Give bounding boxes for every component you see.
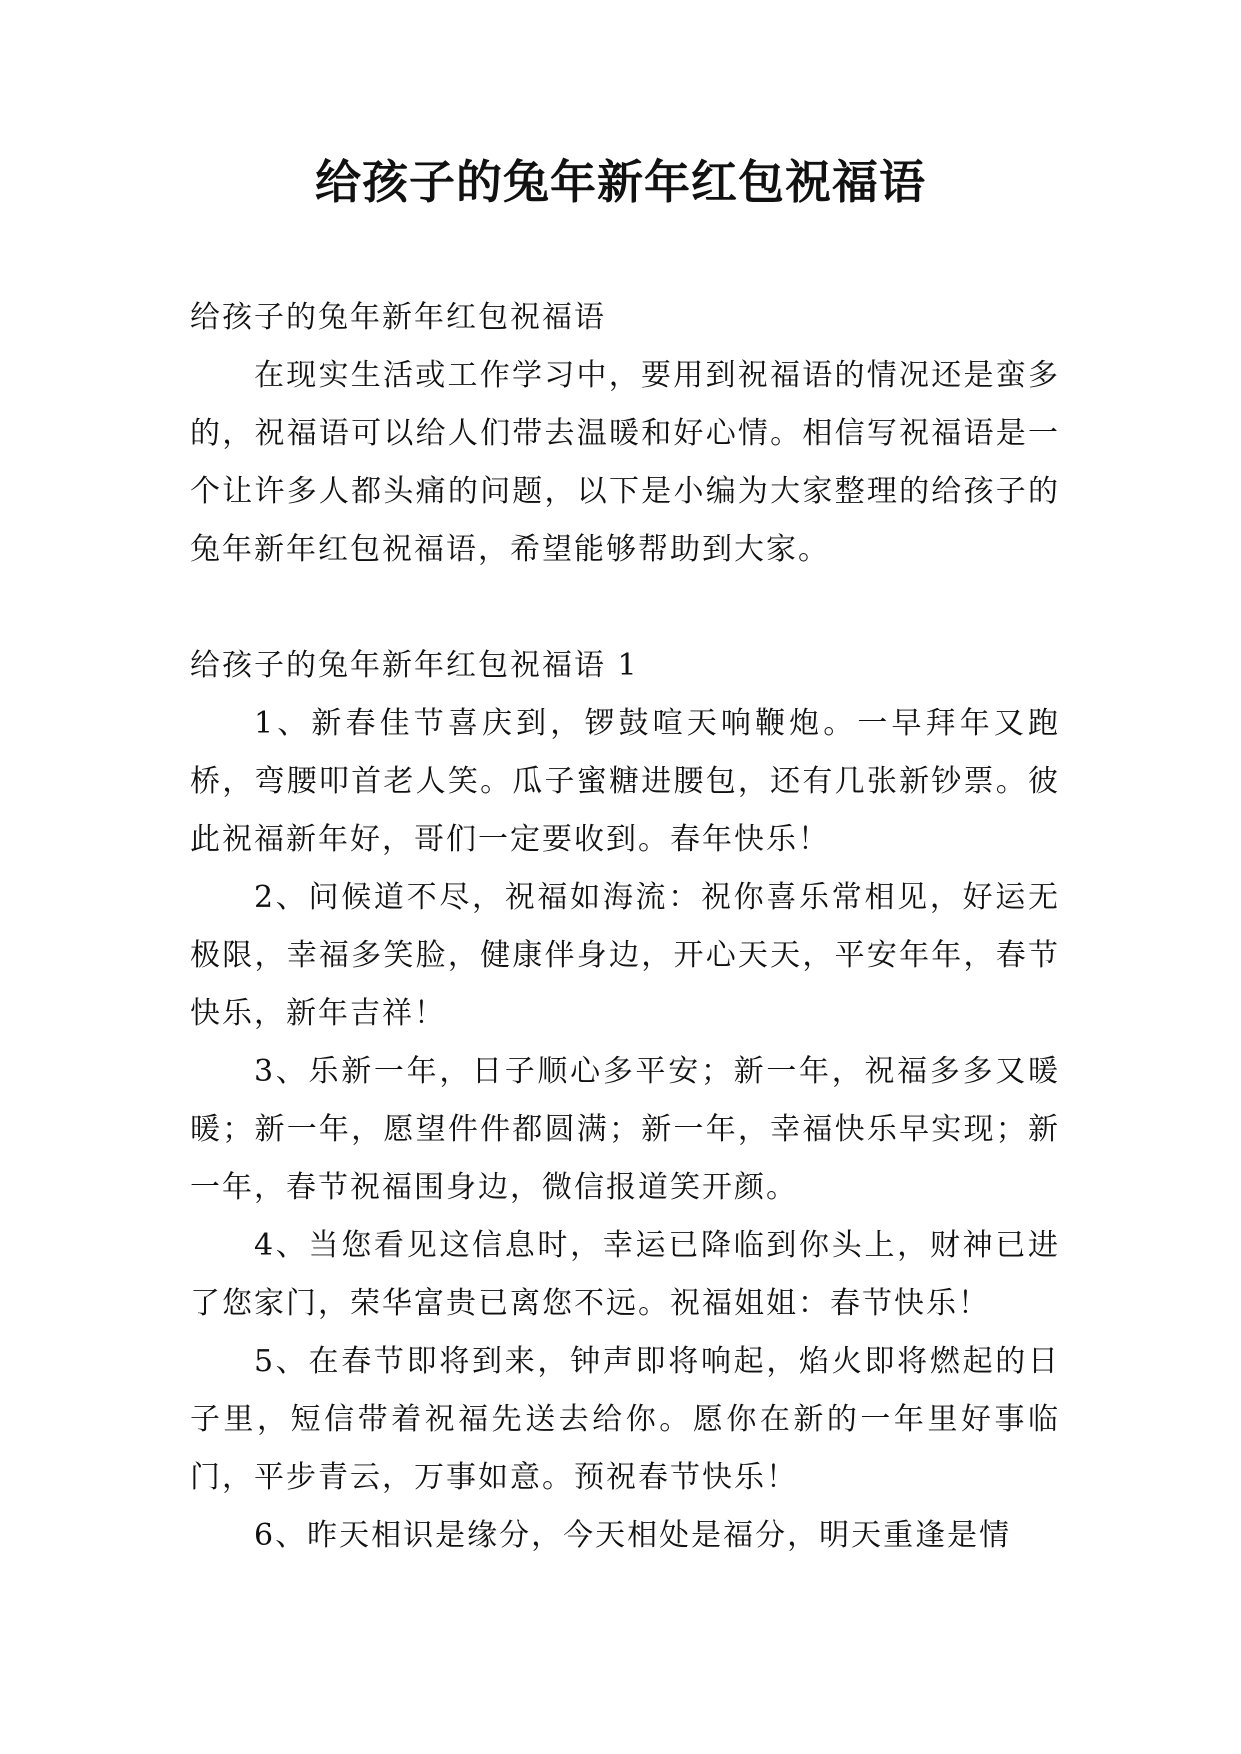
document-body <box>190 289 1060 1565</box>
intro-paragraph: 在现实生活或工作学习中，要用到祝福语的情况还是蛮多的，祝福语可以给人们带去温暖和好心情。相信写祝福语是一个让许多人都头痛的问题，以下是小编为大家整理的给孩子的兔年新年红包祝福语，希望能够帮助到大家。 <box>190 358 1060 567</box>
section-heading: 给孩子的兔年新年红包祝福语 1 <box>190 648 639 683</box>
wish-item-2: 2、问候道不尽，祝福如海流：祝你喜乐常相见，好运无极限，幸福多笑脸，健康伴身边，开心天天，平安年年，春节快乐，新年吉祥！ <box>190 880 1060 1031</box>
document-subtitle: 给孩子的兔年新年红包祝福语 <box>190 300 606 335</box>
document-title: 给孩子的兔年新年红包祝福语 <box>315 155 926 209</box>
wish-item-1: 1、新春佳节喜庆到，锣鼓喧天响鞭炮。一早拜年又跑桥，弯腰叩首老人笑。瓜子蜜糖进腰包，还有几张新钞票。彼此祝福新年好，哥们一定要收到。春年快乐！ <box>190 706 1060 857</box>
wish-item-5: 5、在春节即将到来，钟声即将响起，焰火即将燃起的日子里，短信带着祝福先送去给你。愿你在新的一年里好事临门，平步青云，万事如意。预祝春节快乐！ <box>190 1344 1060 1495</box>
wish-item-4: 4、当您看见这信息时，幸运已降临到你头上，财神已进了您家门，荣华富贵已离您不远。祝福姐姐：春节快乐！ <box>190 1228 1060 1321</box>
wish-item-3: 3、乐新一年，日子顺心多平安；新一年，祝福多多又暖暖；新一年，愿望件件都圆满；新一年，幸福快乐早实现；新一年，春节祝福围身边，微信报道笑开颜。 <box>190 1054 1060 1205</box>
wish-item-6: 6、昨天相识是缘分，今天相处是福分，明天重逢是情 <box>254 1518 1012 1553</box>
